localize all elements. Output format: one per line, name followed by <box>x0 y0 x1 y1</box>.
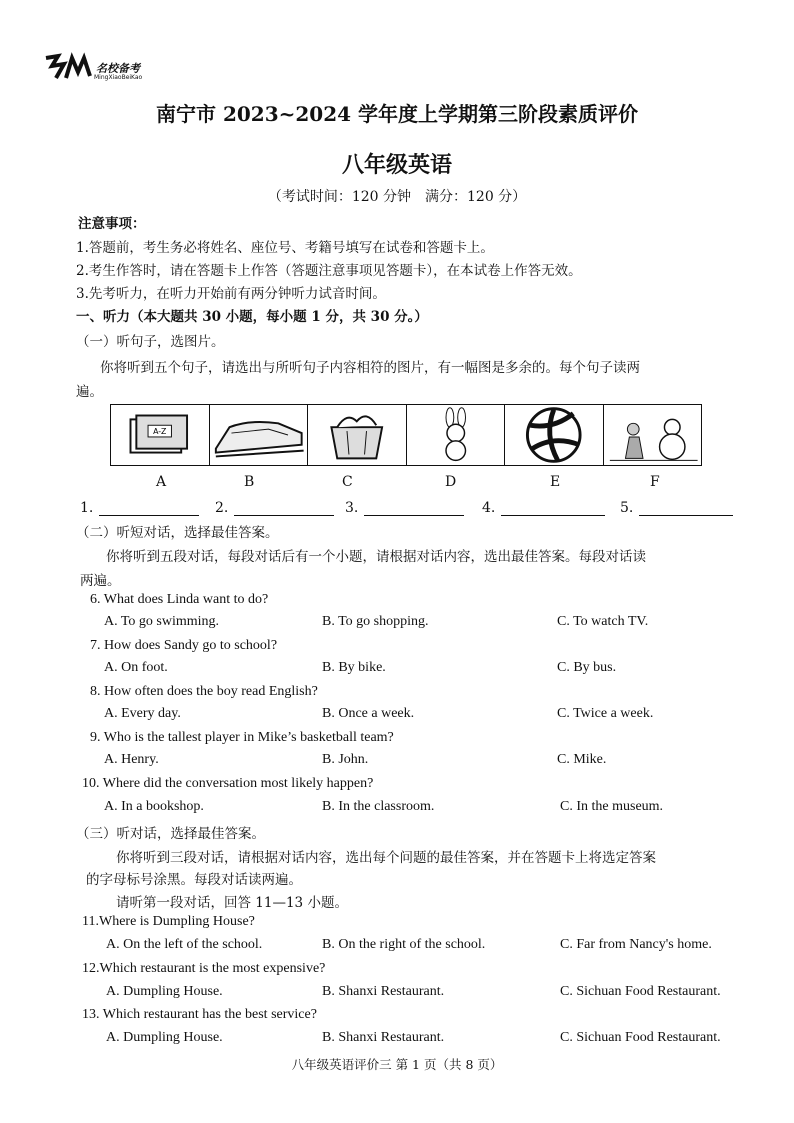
logo-en-text: MingXiaoBeiKao <box>94 74 143 81</box>
question-10: 10. Where did the conversation most likely happen? <box>82 776 374 791</box>
trash-bin-icon <box>308 405 406 465</box>
option-c[interactable]: C. Sichuan Food Restaurant. <box>560 1030 721 1045</box>
answer-blank-4[interactable] <box>482 500 605 516</box>
volleyball-icon <box>505 405 603 465</box>
blank-number: 5. <box>620 500 634 516</box>
question-13: 13. Which restaurant has the best service? <box>82 1007 317 1022</box>
question-7: 7. How does Sandy go to school? <box>90 638 278 653</box>
part1-heading: （一）听句子，选图片。 <box>76 334 225 350</box>
option-c[interactable]: C. By bus. <box>557 660 617 675</box>
answer-blank-1[interactable] <box>80 500 199 516</box>
notes-heading: 注意事项： <box>78 216 146 232</box>
option-c[interactable]: C. Far from Nancy's home. <box>560 937 712 952</box>
picture-b <box>210 405 309 465</box>
picture-d <box>407 405 506 465</box>
option-a[interactable]: A. To go swimming. <box>104 614 220 629</box>
answer-blank-5[interactable] <box>620 500 733 516</box>
snowman-kids-icon <box>604 405 702 465</box>
picture-label: E <box>550 474 561 490</box>
question-9: 9. Who is the tallest player in Mike’s basketball team? <box>90 730 394 745</box>
question-6: 6. What does Linda want to do? <box>90 592 269 607</box>
picture-label: D <box>445 474 457 490</box>
blank-number: 4. <box>482 500 496 516</box>
option-b[interactable]: B. In the classroom. <box>322 799 435 814</box>
picture-label: C <box>342 474 353 490</box>
option-a[interactable]: A. Henry. <box>104 752 159 767</box>
dictionary-icon <box>111 405 209 465</box>
question-11: 11.Where is Dumpling House? <box>82 914 255 929</box>
option-b[interactable]: B. John. <box>322 752 369 767</box>
option-a[interactable]: A. Dumpling House. <box>106 1030 223 1045</box>
part1-instruction: 你将听到五个句子，请选出与所听句子内容相符的图片，有一幅图是多余的。每个句子读两 <box>100 360 640 376</box>
page-title: 南宁市 2023~2024 学年度上学期第三阶段素质评价 <box>155 102 638 126</box>
part2-instruction-cont: 两遍。 <box>80 573 121 589</box>
part3-heading: （三）听对话，选择最佳答案。 <box>76 826 265 842</box>
picture-label: F <box>650 474 660 490</box>
book-label: A-Z <box>153 427 167 437</box>
option-b[interactable]: B. On the right of the school. <box>322 937 486 952</box>
picture-a <box>111 405 210 465</box>
note-item: 1.答题前，考生务必将姓名、座位号、考籍号填写在试卷和答题卡上。 <box>76 240 494 256</box>
blank-number: 3. <box>345 500 359 516</box>
question-8: 8. How often does the boy read English? <box>90 684 318 699</box>
question-12: 12.Which restaurant is the most expensive? <box>82 961 326 976</box>
picture-label: A <box>156 474 167 490</box>
option-b[interactable]: B. Shanxi Restaurant. <box>322 984 445 999</box>
blank-number: 2. <box>215 500 229 516</box>
answer-blank-3[interactable] <box>345 500 464 516</box>
part3-instruction: 你将听到三段对话，请根据对话内容，选出每个问题的最佳答案，并在答题卡上将选定答案 <box>116 850 656 866</box>
page-subtitle: 八年级英语 <box>341 152 452 178</box>
option-a[interactable]: A. In a bookshop. <box>104 799 204 814</box>
brand-logo <box>42 52 172 82</box>
high-speed-train-icon <box>210 405 308 465</box>
picture-label: B <box>244 474 255 490</box>
picture-f <box>604 405 702 465</box>
option-c[interactable]: C. Twice a week. <box>557 706 654 721</box>
part2-heading: （二）听短对话，选择最佳答案。 <box>76 525 279 541</box>
option-c[interactable]: C. In the museum. <box>560 799 664 814</box>
option-b[interactable]: B. Once a week. <box>322 706 415 721</box>
picture-e <box>505 405 604 465</box>
option-a[interactable]: A. Every day. <box>104 706 181 721</box>
note-item: 2.考生作答时，请在答题卡上作答（答题注意事项见答题卡），在本试卷上作答无效。 <box>76 263 582 279</box>
option-a[interactable]: A. Dumpling House. <box>106 984 223 999</box>
part1-instruction-cont: 遍。 <box>76 384 103 400</box>
option-a[interactable]: A. On the left of the school. <box>106 937 263 952</box>
logo-cn-text: 名校备考 <box>96 62 140 75</box>
blank-number: 1. <box>80 500 94 516</box>
part2-instruction: 你将听到五段对话，每段对话后有一个小题，请根据对话内容，选出最佳答案。每段对话读 <box>106 549 646 565</box>
picture-options <box>110 404 702 466</box>
picture-c <box>308 405 407 465</box>
answer-blank-2[interactable] <box>215 500 334 516</box>
note-item: 3.先考听力，在听力开始前有两分钟听力试音时间。 <box>76 286 386 302</box>
logo-mark-icon <box>42 52 94 82</box>
option-c[interactable]: C. Mike. <box>557 752 607 767</box>
option-a[interactable]: A. On foot. <box>104 660 168 675</box>
part3-subheading: 请听第一段对话，回答 11—13 小题。 <box>116 895 348 911</box>
part3-instruction-cont: 的字母标号涂黑。每段对话读两遍。 <box>86 872 302 888</box>
option-b[interactable]: B. To go shopping. <box>322 614 429 629</box>
option-b[interactable]: B. By bike. <box>322 660 386 675</box>
page-footer: 八年级英语评价三 第 1 页（共 8 页） <box>291 1057 503 1072</box>
section-heading: 一、听力（本大题共 30 小题，每小题 1 分，共 30 分。） <box>76 309 428 325</box>
exam-meta: （考试时间：120 分钟 满分：120 分） <box>267 189 527 205</box>
option-c[interactable]: C. To watch TV. <box>557 614 649 629</box>
option-c[interactable]: C. Sichuan Food Restaurant. <box>560 984 721 999</box>
option-b[interactable]: B. Shanxi Restaurant. <box>322 1030 445 1045</box>
rabbit-icon <box>407 405 505 465</box>
